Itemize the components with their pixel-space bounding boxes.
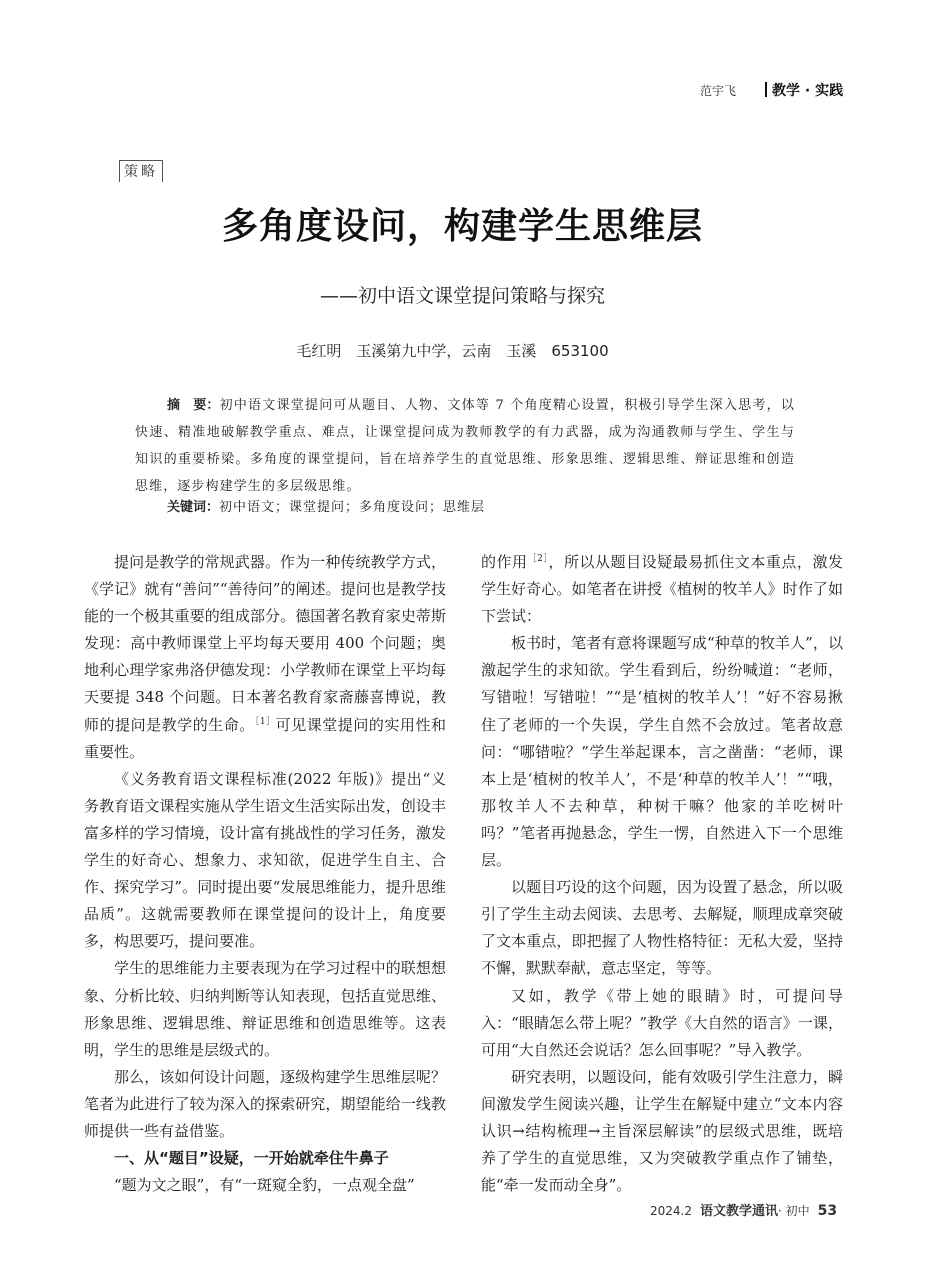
column-marker-bar xyxy=(765,82,767,97)
paragraph: “题为文之眼”，有“一斑窥全豹，一点观全盘” xyxy=(114,1176,415,1195)
paragraph: 《义务教育语文课程标准(2022 年版)》提出“义务教育语文课程实施从学生语文生活实际出发，创设丰富多样的学习情境，设计富有挑战性的学习任务，激发学生的好奇心、想象力、求知欲，促进学生自主、合作、探究学习”。同时提出要“发展思维能力，提升思维品质”。这就需要教师在课堂提问的设计上，角度要多，构思要巧，提问要准。 xyxy=(84,769,446,951)
citation-ref: ［2］ xyxy=(527,554,549,564)
body-column-left xyxy=(84,549,446,1199)
paragraph-continued xyxy=(481,549,843,630)
paragraph xyxy=(84,549,446,766)
citation-ref: ［1］ xyxy=(254,716,276,727)
paragraph-text: 可见课堂提问的实用性和重要性。 xyxy=(84,715,446,761)
abstract xyxy=(135,392,795,500)
article-title: 多角度设问，构建学生思维层 xyxy=(221,205,703,247)
body-column-right xyxy=(481,549,843,1199)
paragraph: 以题目巧设的这个问题，因为设置了悬念，所以吸引了学生主动去阅读、去思考、去解疑，顺理成章突破了文本重点，即把握了人物性格特征：无私大爱，坚持不懈，默默奉献，意志坚定，等等。 xyxy=(481,878,843,978)
keywords-label: 关键词： xyxy=(167,500,220,515)
running-header-editor: 范宇飞 xyxy=(700,84,737,98)
paragraph: 板书时，笔者有意将课题写成“种草的牧羊人”，以激起学生的求知欲。学生看到后，纷纷喊道：“老师，写错啦！写错啦！”“是‘植树的牧羊人’！”好不容易揪住了老师的一个失误，学生自然不会放过。笔者故意问：“哪错啦？”学生举起课本，言之凿凿：“老师，课本上是‘植树的牧羊人’，不是‘种草的牧羊人’！”“哦，那牧羊人不去种草，种树干嘛？他家的羊吃树叶吗？”笔者再抛悬念，学生一愣，自然进入下一个思维层。 xyxy=(481,634,843,870)
keywords xyxy=(167,496,787,515)
page-footer xyxy=(650,1200,837,1219)
issue-number: 2024.2 xyxy=(650,1204,692,1218)
column-name: 教学 · 实践 xyxy=(772,83,844,99)
keywords-text: 初中语文；课堂提问；多角度设问；思维层 xyxy=(219,500,486,515)
running-header-column xyxy=(765,80,843,100)
section-tag: 策略 xyxy=(119,160,163,182)
paragraph-text: 的作用 xyxy=(481,553,528,571)
page-number: 53 xyxy=(817,1203,838,1219)
paragraph-text: ，所以从题目设疑最易抓住文本重点，激发学生好奇心。如笔者在讲授《植树的牧羊人》时作了如下尝试： xyxy=(481,553,843,626)
paragraph: 研究表明，以题设问，能有效吸引学生注意力，瞬间激发学生阅读兴趣，让学生在解疑中建立“文本内容认识→结构梳理→主旨深层解读”的层级式思维，既培养了学生的直觉思维，又为突破教学重点作了铺垫，能“牵一发而动全身”。 xyxy=(481,1067,843,1195)
journal-name: 语文教学通讯 xyxy=(700,1204,779,1219)
paragraph: 那么，该如何设计问题，逐级构建学生思维层呢？笔者为此进行了较为深入的探索研究，期望能给一线教师提供一些有益借鉴。 xyxy=(84,1067,446,1140)
abstract-body xyxy=(135,392,795,500)
article-subtitle: ——初中语文课堂提问策略与探究 xyxy=(319,285,605,307)
paragraph-text: 提问是教学的常规武器。作为一种传统教学方式，《学记》就有“善问”“善待问”的阐述。提问也是教学技能的一个极其重要的组成部分。德国著名教育家史蒂斯发现：高中教师课堂上平均每天要用 400 个问题；奥地利心理学家弗洛伊德发现：小学教师在课堂上平均每天要提 348 个问题。日本著名教育家斋藤喜博说，教师的提问是教学的生命。 xyxy=(84,553,446,734)
author-line: 毛红明 玉溪第九中学，云南 玉溪 653100 xyxy=(296,342,609,360)
journal-level: · 初中 xyxy=(778,1204,810,1218)
paragraph: 学生的思维能力主要表现为在学习过程中的联想想象、分析比较、归纳判断等认知表现，包括直觉思维、形象思维、逻辑思维、辩证思维和创造思维等。这表明，学生的思维是层级式的。 xyxy=(84,959,446,1059)
paragraph: 又如，教学《带上她的眼睛》时，可提问导入：“眼睛怎么带上呢？”教学《大自然的语言》一课，可用“大自然还会说话？怎么回事呢？”导入教学。 xyxy=(481,986,843,1059)
section-heading: 一、从“题目”设疑，一开始就牵住牛鼻子 xyxy=(114,1149,389,1168)
abstract-text: 初中语文课堂提问可从题目、人物、文体等 7 个角度精心设置，积极引导学生深入思考，以快速、精准地破解教学重点、难点，让课堂提问成为教师教学的有力武器，成为沟通教师与学生、学生与知识的重要桥梁。多角度的课堂提问，旨在培养学生的直觉思维、形象思维、逻辑思维、辩证思维和创造思维，逐步构建学生的多层级思维。 xyxy=(135,398,795,494)
abstract-label: 摘 要： xyxy=(167,398,220,413)
